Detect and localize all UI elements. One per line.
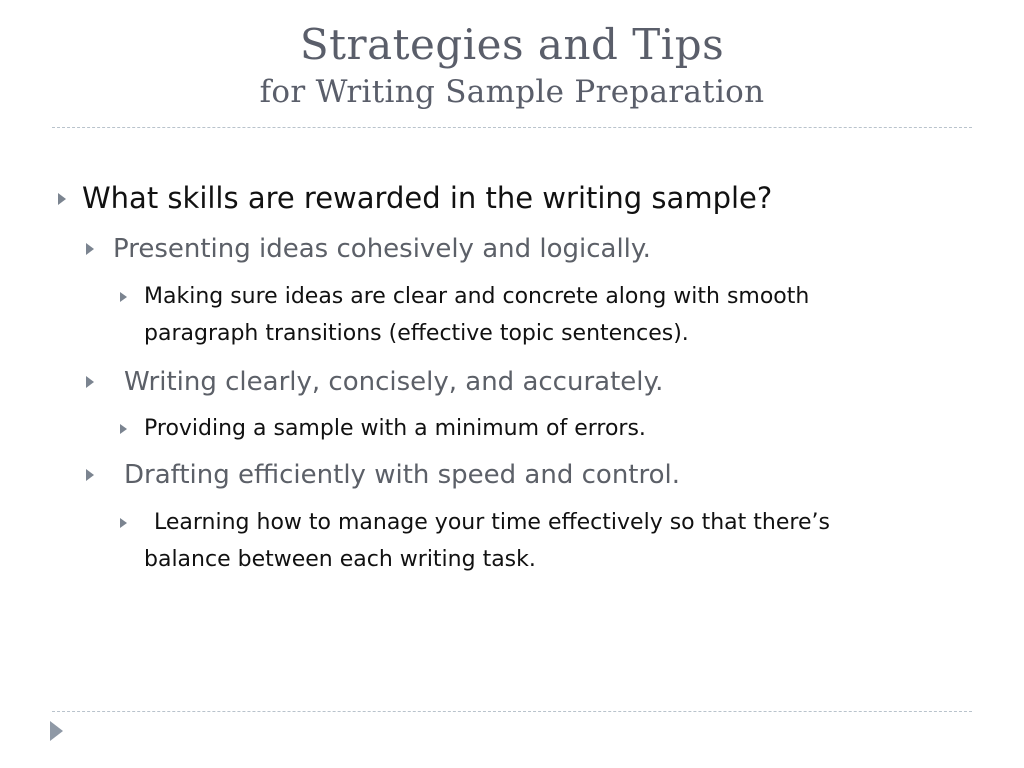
bottom-dashed-divider [52,711,972,712]
triangle-right-icon [120,292,127,302]
next-slide-arrow-icon[interactable] [50,721,63,741]
bullet-detail-time-line1: Learning how to manage your time effectively so that there’s [154,510,830,535]
slide-subtitle: for Writing Sample Preparation [259,74,765,110]
bullet-detail-time-line2: balance between each writing task. [144,547,536,572]
slide-title: Strategies and Tips [299,20,725,69]
bullet-detail-clarity-line2: paragraph transitions (effective topic sentences). [144,321,689,346]
bullet-skill-clear-writing: Writing clearly, concisely, and accurately. [124,367,664,397]
triangle-right-icon [58,193,66,205]
triangle-right-icon [120,424,127,434]
bullet-detail-clarity-line1: Making sure ideas are clear and concrete along with smooth [144,284,810,309]
triangle-right-icon [86,376,94,388]
triangle-right-icon [120,518,127,528]
bullet-question: What skills are rewarded in the writing sample? [82,181,773,215]
bullet-skill-cohesion: Presenting ideas cohesively and logically. [113,234,651,264]
bullet-skill-drafting: Drafting efficiently with speed and control. [124,460,681,490]
triangle-right-icon [86,469,94,481]
bullet-detail-errors: Providing a sample with a minimum of errors. [144,416,646,441]
triangle-right-icon [86,243,94,255]
